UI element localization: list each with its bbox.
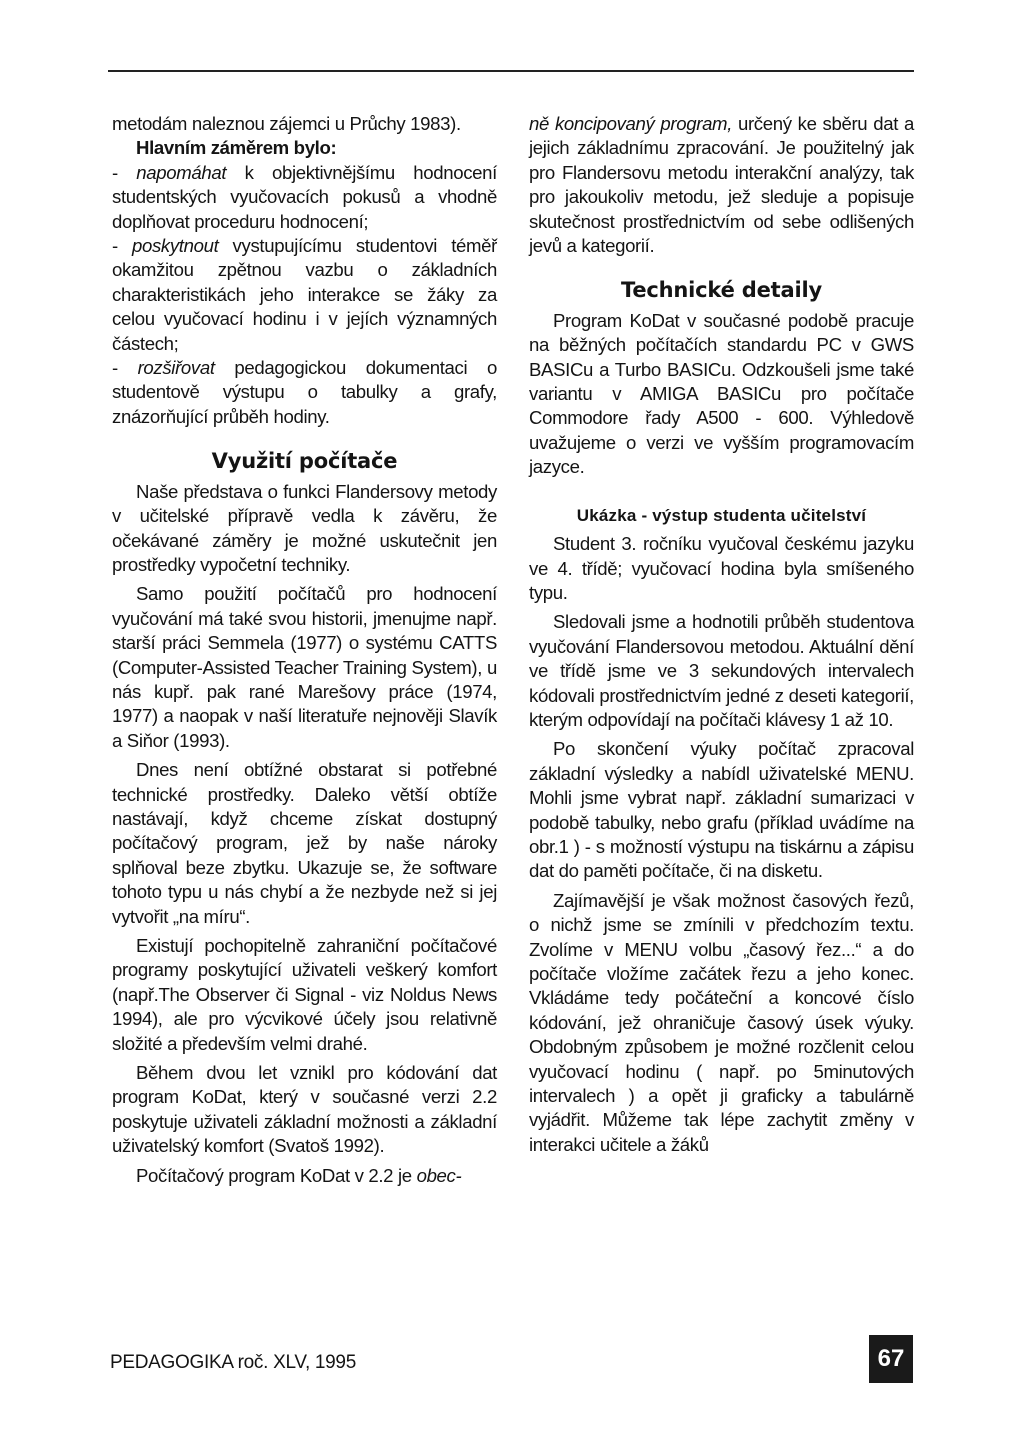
paragraph: Existují pochopitelně zahraniční počítačové programy poskytující uživateli veškerý komfort (např.The Observer či Signal - viz Noldus News 1994), ale pro výcvikové účely jsou relativně složité a především velmi drahé. xyxy=(112,935,497,1054)
page-number-badge: 67 xyxy=(869,1335,913,1383)
header-rule xyxy=(108,70,914,72)
journal-footer: PEDAGOGIKA roč. XLV, 1995 xyxy=(110,1352,356,1373)
paragraph: ně koncipovaný program, určený ke sběru dat a jejich základnímu zpracování. Je použitelný jak pro Flandersovu metodu interakční analýzy, tak pro jakoukoliv metodu, jež sleduje a popisuje skutečnost prostřednictvím od sebe odlišených jevů a kategorií. xyxy=(529,113,914,257)
paragraph: Sledovali jsme a hodnotili průběh studentova vyučování Flandersovou metodou. Aktuální dění ve třídě jsme ve 3 sekundových intervalech kódovali prostřednictvím jedné z deseti kategorií, kterým odpovídají na počítači klávesy 1 až 10. xyxy=(529,611,914,730)
paragraph: Samo použití počítačů pro hodnocení vyučování má také svou historii, jmenujme např. starší práci Semmela (1977) o systému CATTS (Computer-Assisted Teacher Training System), u nás kupř. pak rané Marešovy práce (1974, 1977) a naopak v naší literatuře nejnověji Slavík a Siňor (1993). xyxy=(112,583,497,751)
paragraph: Student 3. ročníku vyučoval českému jazyku ve 4. třídě; vyučovací hodina byla smíšeného typu. xyxy=(529,533,914,603)
aim-item-2: - poskytnout vystupujícímu studentovi téměř okamžitou zpětnou vazbu o základních charakteristikách jeho interakce se žáky za celou vyučovací hodinu i v jejích významných částech; xyxy=(112,235,497,354)
left-column xyxy=(112,112,497,1193)
subheading-student-output: Ukázka - výstup studenta učitelství xyxy=(576,505,867,525)
paragraph: metodám naleznou zájemci u Průchy 1983). xyxy=(112,113,461,134)
section-heading-computer-use: Využití počítače xyxy=(211,449,398,474)
aim-item-3: - rozšiřovat pedagogickou dokumentaci o studentově výstupu o tabulky a grafy, znázorňující průběh hodiny. xyxy=(112,357,497,427)
aim-item-1: - napomáhat k objektivnějšímu hodnocení studentských vyučovacích pokusů a vhodně doplňovat proceduru hodnocení; xyxy=(112,161,497,232)
right-column xyxy=(529,112,914,1162)
paragraph: Počítačový program KoDat v 2.2 je obec- xyxy=(136,1164,462,1186)
paragraph: Po skončení výuky počítač zpracoval základní výsledky a nabídl uživatelské MENU. Mohli jsme vybrat např. základní sumarizaci v podobě tabulky, nebo grafu (příklad uvádíme na obr.1 ) - s možností výstupu na tiskárnu a zápisu dat do paměti počítače, či na disketu. xyxy=(529,738,914,882)
section-heading-technical-details: Technické detaily xyxy=(621,278,822,303)
paragraph: Dnes není obtížné obstarat si potřebné technické prostředky. Daleko větší obtíže nastávají, když chceme získat dostupný počítačový program, jež by naše nároky splňoval beze zbytku. Ukazuje se, že software tohoto typu u nás chybí a že nezbyde než si jej vytvořit „na míru“. xyxy=(112,759,497,927)
paragraph: Během dvou let vznikl pro kódování dat program KoDat, který v současné verzi 2.2 poskytuje uživateli základní možnosti a základní uživatelský komfort (Svatoš 1992). xyxy=(112,1062,497,1157)
main-aim-heading: Hlavním záměrem bylo: xyxy=(136,137,337,159)
paragraph: Program KoDat v současné podobě pracuje na běžných počítačích standardu PC v GWS BASICu a Turbo BASICu. Odzkoušeli jsme také variantu v AMIGA BASICu pro počítače Commodore řady A500 - 600. Výhledově uvažujeme o verzi ve vyšším programovacím jazyce. xyxy=(529,309,914,478)
paragraph: Naše představa o funkci Flandersovy metody v učitelské přípravě vedla k závěru, že očekávané záměry je možné uskutečnit jen prostředky vypočetní techniky. xyxy=(112,480,497,575)
paragraph: Zajímavější je však možnost časových řezů, o nichž jsme se zmínili v předchozím textu. Zvolíme v MENU volbu „časový řez...“ a do počítače vložíme začátek řezu a jeho konec. Vkládáme tedy počáteční a koncové číslo kódování, jež ohraničuje časový úsek výuky. Obdobným způsobem je možné rozčlenit celou vyučovací hodinu ( např. po 5minutových intervalech ) a opět ji graficky a tabulárně vyjádřit. Můžeme tak lépe zachytit změny v interakci učitele a žáků xyxy=(529,889,914,1155)
